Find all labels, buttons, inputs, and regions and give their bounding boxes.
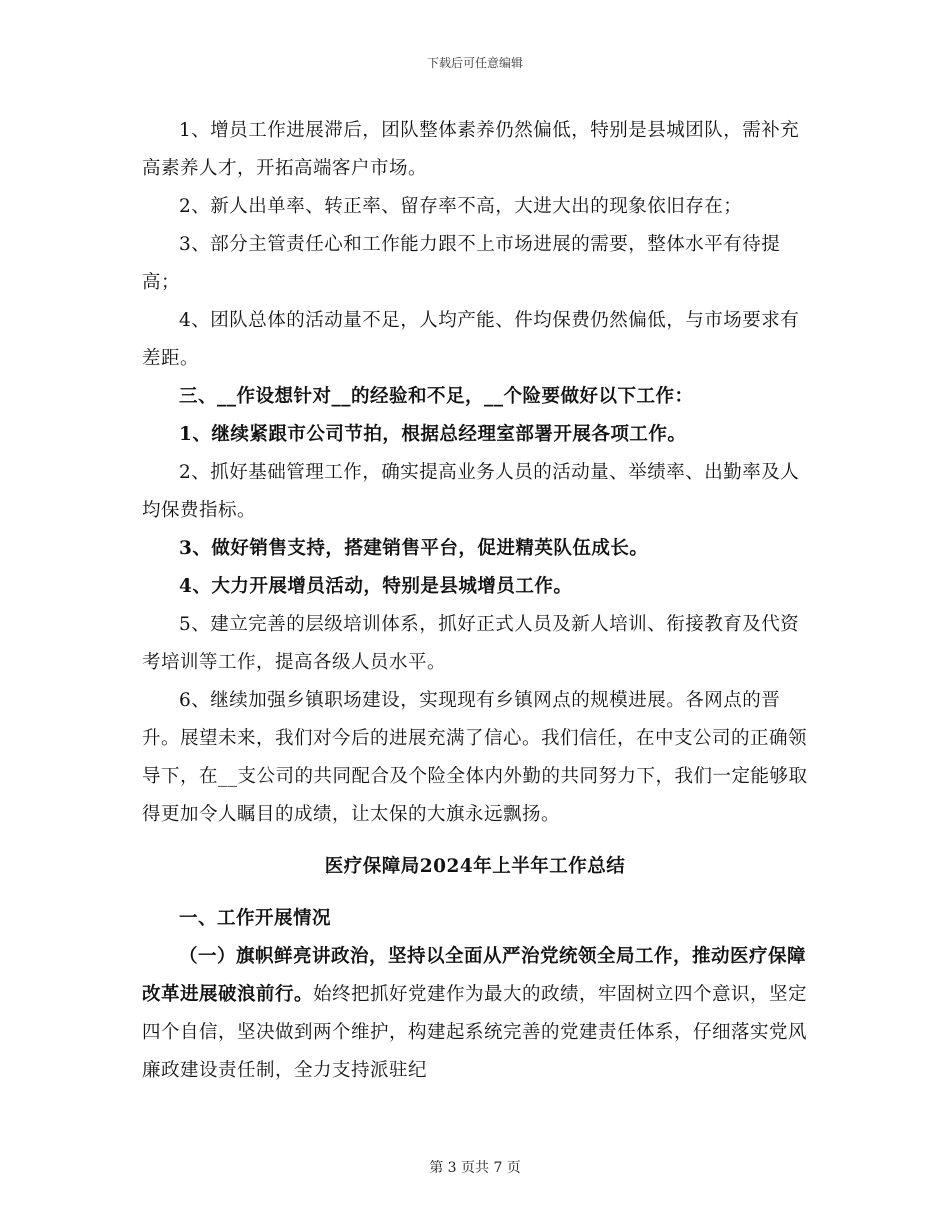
document-body — [142, 112, 808, 1090]
work-item-3: 3、做好销售支持，搭建销售平台，促进精英队伍成长。 — [179, 538, 649, 559]
page-footer: 第 3 页共 7 页 — [429, 1160, 521, 1176]
paragraph-2: 2、新人出单率、转正率、留存率不高，大进大出的现象依旧存在； — [179, 196, 743, 217]
paragraph-1: 1、增员工作进展滞后，团队整体素养仍然偏低，特别是县城团队，需补充高素养人才，开拓高端客户市场。 — [142, 120, 800, 179]
work-item-1: 1、继续紧跟市公司节拍，根据总经理室部署开展各项工作。 — [179, 424, 687, 445]
work-item-6: 6、继续加强乡镇职场建设，实现现有乡镇网点的规模进展。各网点的晋升。展望未来，我们对今后的进展充满了信心。我们信任，在中支公司的正确领导下，在__支公司的共同配合及个险全体内外勤的共同努力下，我们一定能够取得更加令人瞩目的成绩，让太保的大旗永远飘扬。 — [142, 690, 808, 825]
paragraph-4: 4、团队总体的活动量不足，人均产能、件均保费仍然偏低，与市场要求有差距。 — [142, 310, 800, 369]
document-title: 医疗保障局2024年上半年工作总结 — [324, 856, 626, 877]
paragraph-work-status — [142, 938, 808, 1090]
body-sentence: 始终把抓好党建作为最大的政绩，牢固树立四个意识，坚定四个自信，坚决做到两个维护，构建起系统完善的党建责任体系，仔细落实党风廉政建设责任制，全力支持派驻纪 — [142, 984, 808, 1081]
bold-lead-sentence: （一）旗帜鲜亮讲政治，坚持以全面从严治党统领全局工作，推动医疗保障改革进展破浪前行。 — [142, 946, 807, 1005]
section-heading-1: 一、工作开展情况 — [179, 908, 332, 929]
page-header: 下载后可任意编辑 — [426, 56, 523, 70]
paragraph-3: 3、部分主管责任心和工作能力跟不上市场进展的需要，整体水平有待提高； — [142, 234, 781, 293]
work-item-2: 2、抓好基础管理工作，确实提高业务人员的活动量、举绩率、出勤率及人均保费指标。 — [142, 462, 800, 521]
section-heading-3: 三、__作设想针对__的经验和不足，__个险要做好以下工作： — [179, 386, 694, 407]
work-item-5: 5、建立完善的层级培训体系，抓好正式人员及新人培训、衔接教育及代资考培训等工作，提高各级人员水平。 — [142, 614, 800, 673]
work-item-4: 4、大力开展增员活动，特别是县城增员工作。 — [179, 576, 573, 597]
